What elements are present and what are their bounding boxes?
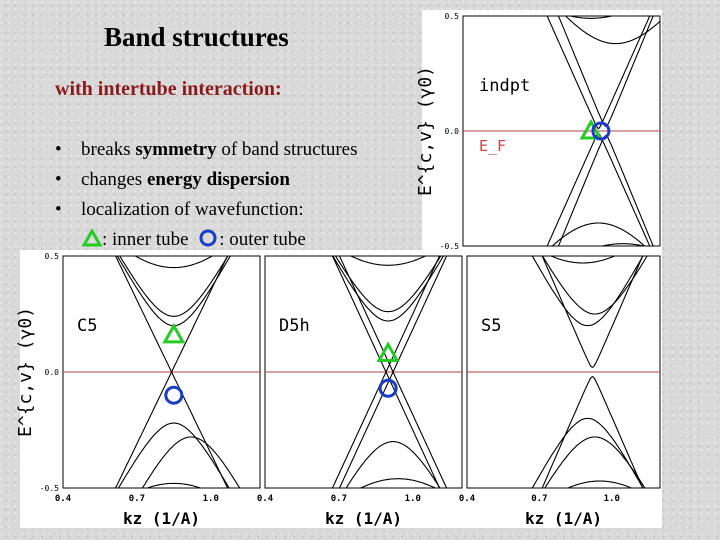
x-tick-label: 0.4 (458, 494, 476, 504)
x-tick-label: 0.4 (54, 494, 72, 504)
bullet-dot: • (55, 169, 62, 190)
legend-outer-label: : outer tube (219, 229, 306, 250)
slide-title: Band structures (104, 22, 289, 52)
bullet-dispersion: • changes energy dispersion (55, 169, 290, 190)
bullet-dot: • (55, 139, 62, 160)
slide-subtitle: with intertube interaction: (55, 78, 282, 100)
bullet-symmetry: • breaks symmetry of band structures (55, 139, 358, 160)
panel-label: C5 (77, 316, 98, 336)
panel-label: D5h (279, 316, 310, 336)
y-axis-label: E^{c,v} (γ0) (415, 65, 436, 197)
panel-label: S5 (481, 316, 502, 336)
y-axis-label: E^{c,v} (γ0) (15, 306, 36, 438)
x-tick-label: 0.7 (128, 494, 146, 504)
x-axis-label: kz (1/A) (122, 509, 201, 528)
x-tick-label: 1.0 (603, 494, 620, 504)
y-tick-label: 0.5 (444, 12, 459, 21)
x-tick-label: 0.7 (330, 494, 348, 504)
fermi-level-label: E_F (479, 137, 507, 155)
legend-inner-label: : inner tube (102, 229, 189, 250)
y-tick-label: 0.5 (44, 252, 59, 261)
x-tick-label: 1.0 (202, 494, 219, 504)
y-tick-label: 0.0 (44, 368, 59, 377)
y-tick-label: -0.5 (439, 242, 459, 251)
bullet-dot: • (55, 199, 62, 220)
x-axis-label: kz (1/A) (324, 509, 403, 528)
x-tick-label: 1.0 (404, 494, 421, 504)
y-tick-label: 0.0 (444, 127, 459, 136)
bullet-localization: • localization of wavefunction: (55, 199, 304, 220)
y-tick-label: -0.5 (39, 484, 59, 493)
x-axis-label: kz (1/A) (524, 509, 603, 528)
x-tick-label: 0.4 (256, 494, 274, 504)
panel-label: indpt (479, 76, 531, 96)
x-tick-label: 0.7 (531, 494, 548, 504)
